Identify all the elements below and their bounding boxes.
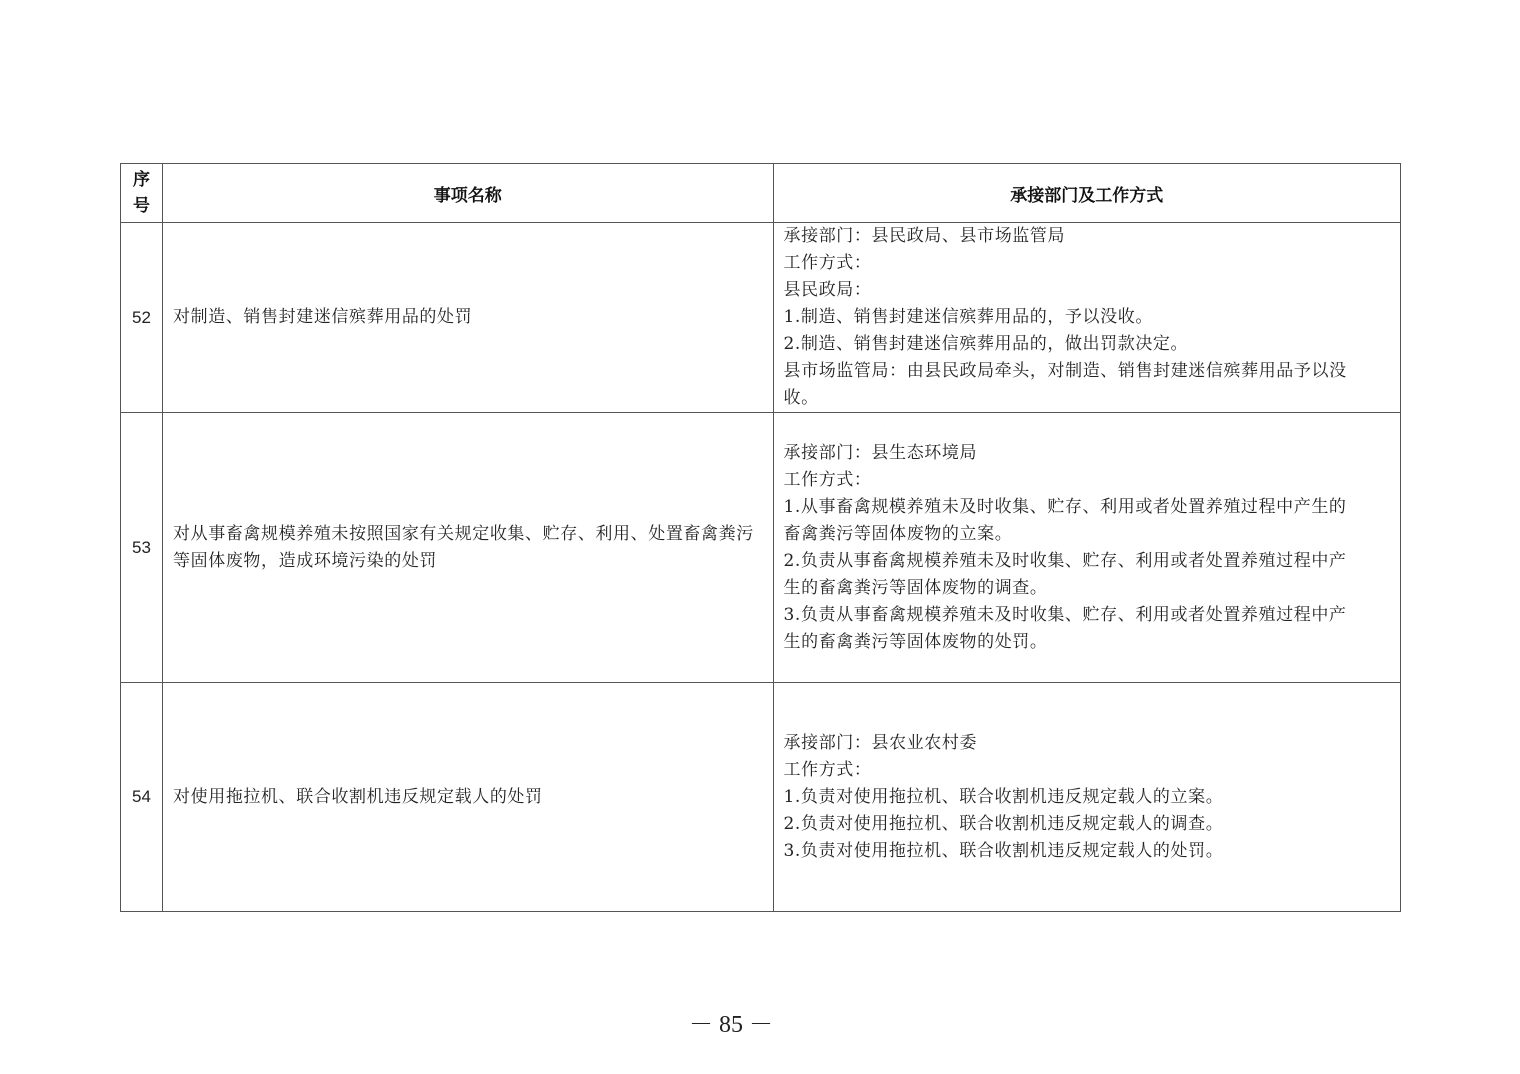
- dept-line: 2.制造、销售封建迷信殡葬用品的，做出罚款决定。: [783, 333, 1189, 354]
- dept-line: 工作方式：: [783, 759, 872, 780]
- row-dept-method: [773, 223, 1401, 413]
- header-seq-char-1: 序: [133, 170, 151, 190]
- dept-line: 工作方式：: [783, 469, 872, 490]
- header-seq-char-2: 号: [133, 196, 151, 216]
- row-seq: 52: [121, 223, 163, 413]
- dept-line: 工作方式：: [783, 252, 872, 273]
- dept-line: 生的畜禽粪污等固体废物的调查。: [783, 577, 1048, 598]
- dept-line: 承接部门：县农业农村委: [783, 732, 978, 753]
- table-header-row: [121, 164, 1401, 223]
- header-name: 事项名称: [163, 164, 773, 223]
- header-seq: [121, 164, 163, 223]
- table-row: [121, 223, 1401, 413]
- row-matter-name: 对从事畜禽规模养殖未按照国家有关规定收集、贮存、利用、处置畜禽粪污等固体废物，造成环境污染的处罚: [163, 413, 773, 683]
- row-seq: 54: [121, 683, 163, 912]
- dept-line: 1.负责对使用拖拉机、联合收割机违反规定载人的立案。: [783, 786, 1224, 807]
- dept-line: 收。: [783, 387, 819, 408]
- row-dept-method: [773, 683, 1401, 912]
- dept-line: 畜禽粪污等固体废物的立案。: [783, 523, 1013, 544]
- header-dept: 承接部门及工作方式: [773, 164, 1401, 223]
- page-number: － 85 －: [689, 1012, 773, 1038]
- row-matter-name: 对使用拖拉机、联合收割机违反规定载人的处罚: [163, 683, 773, 912]
- table-row: [121, 413, 1401, 683]
- row-dept-method: [773, 413, 1401, 683]
- dept-line: 3.负责对使用拖拉机、联合收割机违反规定载人的处罚。: [783, 840, 1224, 861]
- row-matter-name: 对制造、销售封建迷信殡葬用品的处罚: [163, 223, 773, 413]
- dept-line: 承接部门：县生态环境局: [783, 442, 978, 463]
- dept-line: 2.负责对使用拖拉机、联合收割机违反规定载人的调查。: [783, 813, 1224, 834]
- dept-line: 承接部门：县民政局、县市场监管局: [783, 225, 1066, 246]
- dept-line: 县市场监管局：由县民政局牵头，对制造、销售封建迷信殡葬用品予以没: [783, 360, 1347, 381]
- dept-line: 1.从事畜禽规模养殖未及时收集、贮存、利用或者处置养殖过程中产生的: [783, 496, 1347, 517]
- dept-line: 2.负责从事畜禽规模养殖未及时收集、贮存、利用或者处置养殖过程中产: [783, 550, 1347, 571]
- dept-line: 县民政局：: [783, 279, 872, 300]
- dept-line: 1.制造、销售封建迷信殡葬用品的，予以没收。: [783, 306, 1153, 327]
- dept-line: 生的畜禽粪污等固体废物的处罚。: [783, 631, 1048, 652]
- dept-line: 3.负责从事畜禽规模养殖未及时收集、贮存、利用或者处置养殖过程中产: [783, 604, 1347, 625]
- table-row: [121, 683, 1401, 912]
- row-seq: 53: [121, 413, 163, 683]
- matters-table: [120, 163, 1401, 912]
